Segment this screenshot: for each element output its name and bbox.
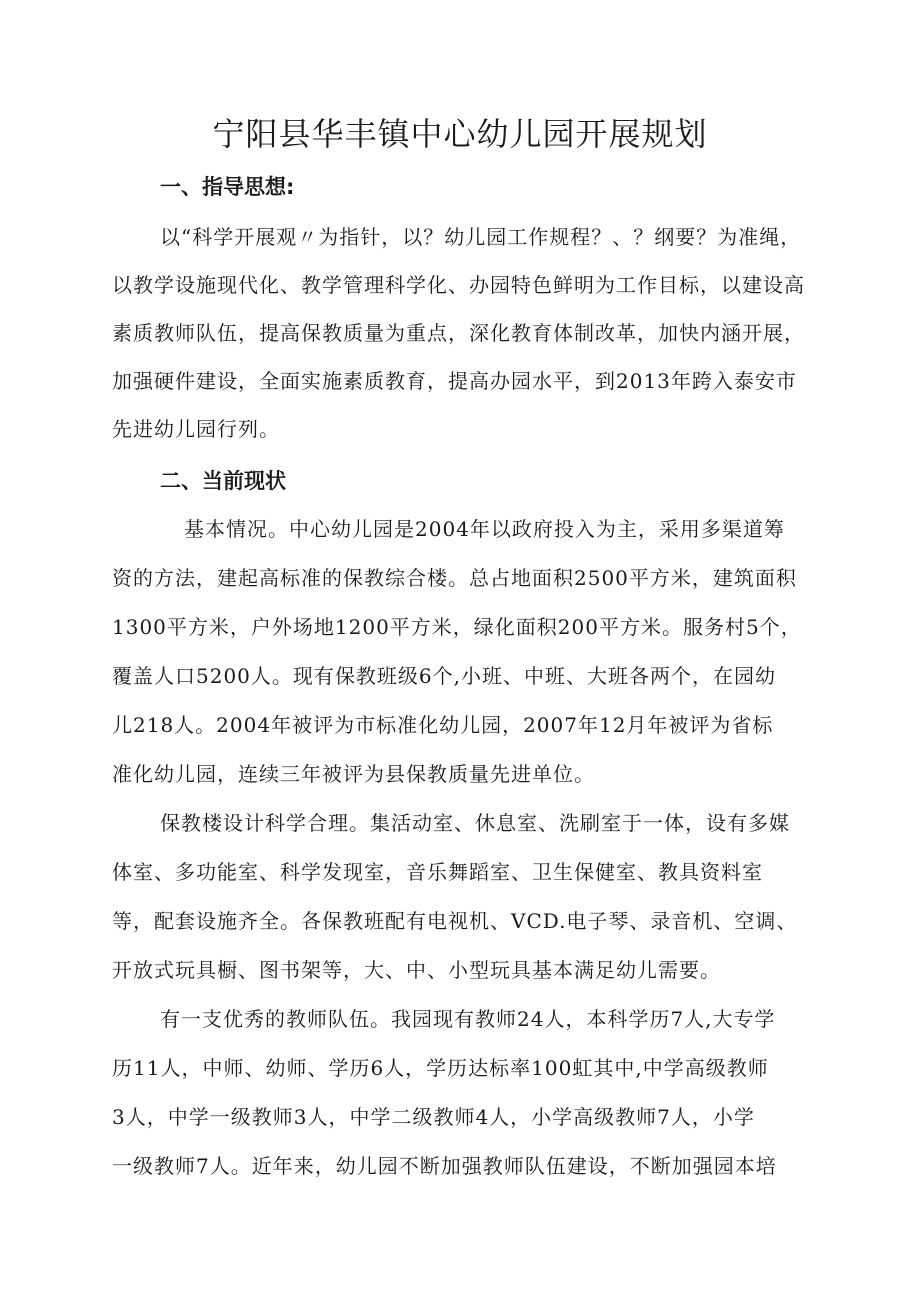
text-line: 以“科学开展观〃为指针，以？幼儿园工作规程？、？纲要？为准绳， — [160, 225, 802, 249]
text-line: 开放式玩具橱、图书架等，大、中、小型玩具基本满足幼儿需要。 — [112, 958, 721, 982]
text-line: 资的方法，建起高标准的保教综合楼。总占地面积2500平方米，建筑面积 — [112, 566, 797, 590]
text-line: 3人，中学一级教师3人，中学二级教师4人，小学高级教师7人，小学 — [112, 1105, 755, 1129]
section-heading-current-status: 二、当前现状 — [160, 469, 286, 493]
text-line: 儿218人。2004年被评为市标准化幼儿园，2007年12月年被评为省标 — [112, 713, 774, 737]
text-line: 等，配套设施齐全。各保教班配有电视机、VCD.电子琴、录音机、空调、 — [112, 909, 798, 933]
section-heading-guiding-ideology: 一、指导思想: — [160, 175, 295, 199]
text-line: 覆盖人口5200人。现有保教班级6个,小班、中班、大班各两个，在园幼 — [112, 664, 776, 688]
text-line: 以教学设施现代化、教学管理科学化、办园特色鲜明为工作目标，以建设高 — [112, 273, 805, 297]
text-line: 准化幼儿园，连续三年被评为县保教质量先进单位。 — [112, 762, 595, 786]
document-title: 宁阳县华丰镇中心幼儿园开展规划 — [212, 115, 708, 153]
text-line: 1300平方米，户外场地1200平方米，绿化面积200平方米。服务村5个， — [112, 615, 802, 639]
text-line: 历11人，中师、幼师、学历6人，学历达标率100虹其中,中学高级教师 — [112, 1056, 769, 1080]
text-line: 有一支优秀的教师队伍。我园现有教师24人，本科学历7人,大专学 — [160, 1007, 776, 1031]
text-line: 先进幼儿园行列。 — [112, 417, 280, 441]
text-line: 素质教师队伍，提高保教质量为重点，深化教育体制改革，加快内涵开展， — [112, 321, 805, 345]
text-line: 加强硬件建设，全面实施素质教育，提高办园水平，到2013年跨入泰安市 — [112, 369, 797, 393]
text-line: 一级教师7人。近年来，幼儿园不断加强教师队伍建设，不断加强园本培 — [112, 1154, 777, 1178]
text-line: 基本情况。中心幼儿园是2004年以政府投入为主，采用多渠道筹 — [184, 517, 785, 541]
text-line: 保教楼设计科学合理。集活动室、休息室、洗刷室于一体，设有多媒 — [160, 811, 790, 835]
text-line: 体室、多功能室、科学发现室，音乐舞蹈室、卫生保健室、教具资料室 — [112, 860, 763, 884]
